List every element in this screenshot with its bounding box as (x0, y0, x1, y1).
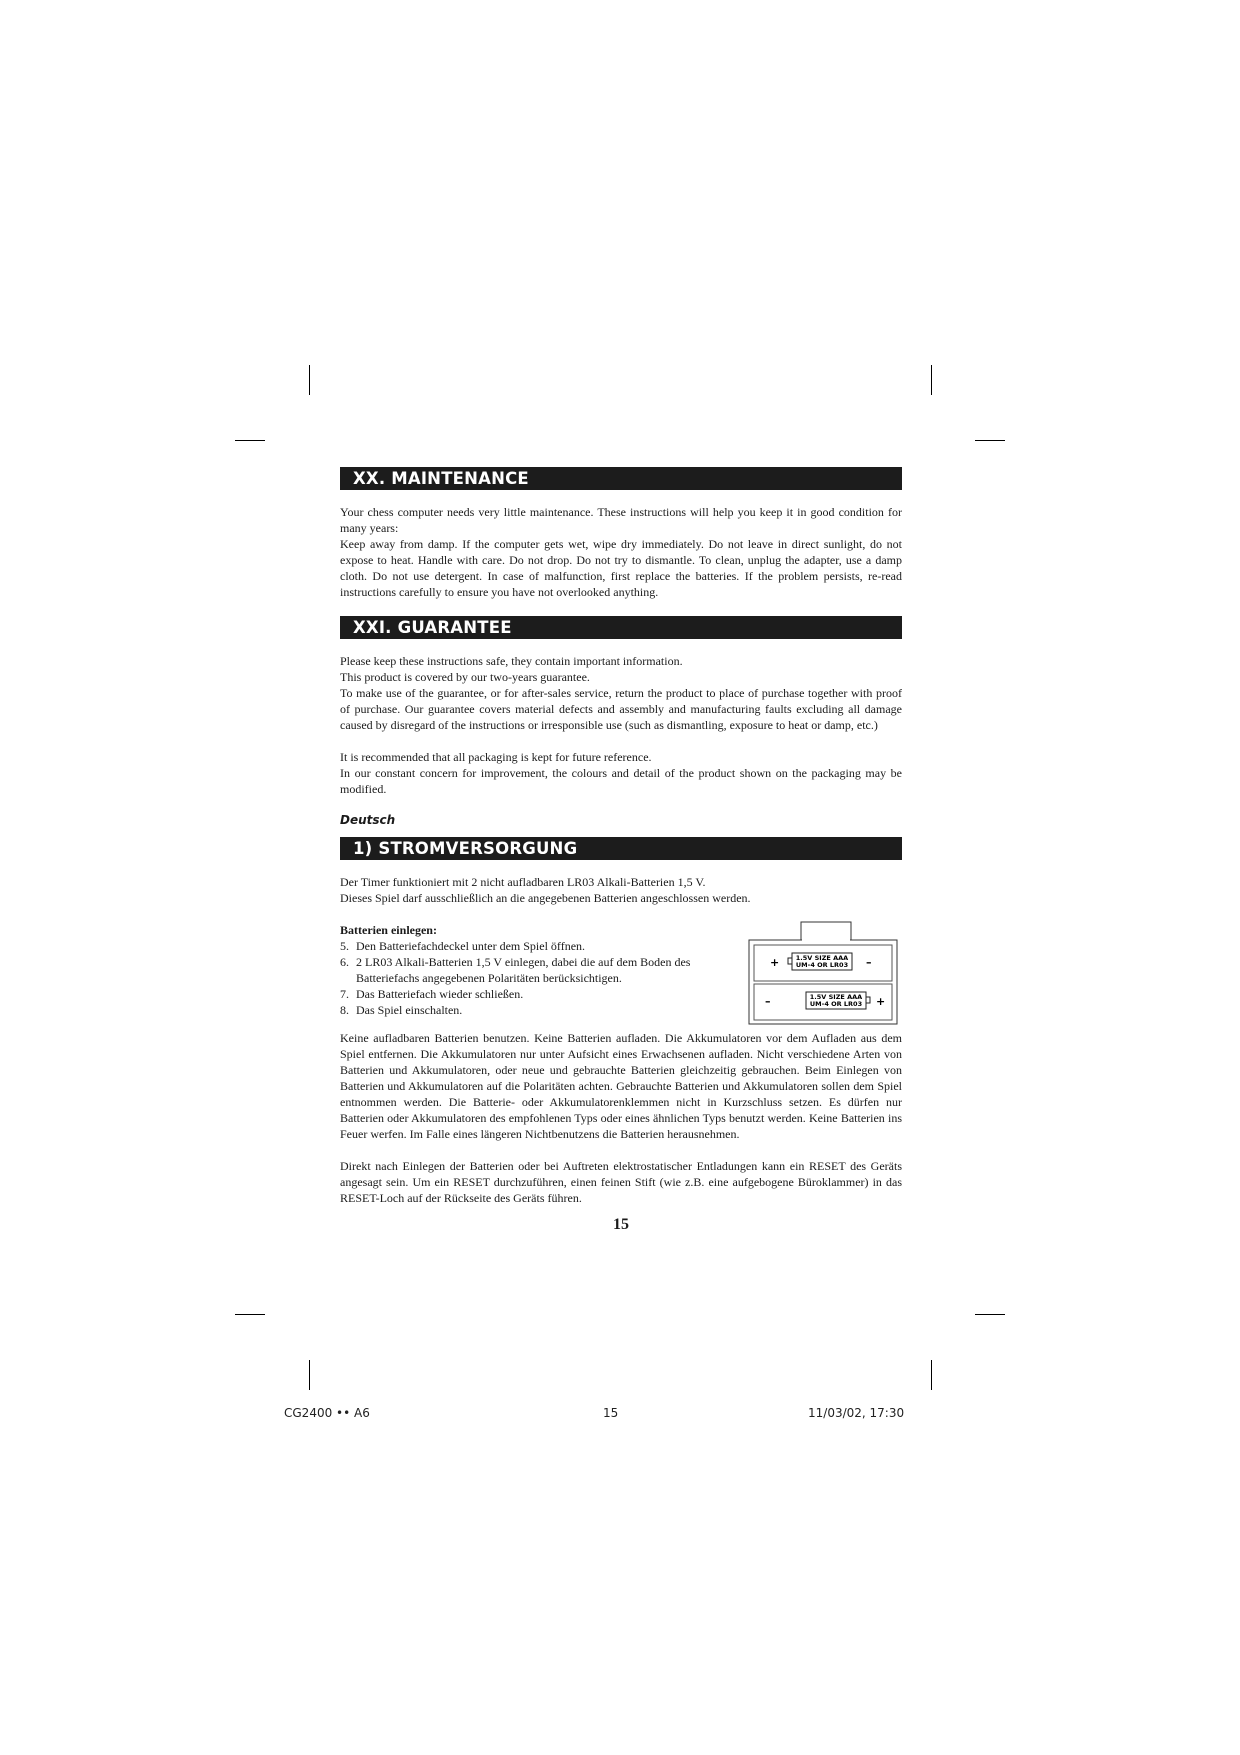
maintenance-heading: XX. MAINTENANCE (340, 467, 902, 490)
crop-mark (931, 1360, 932, 1390)
list-item (340, 1002, 715, 1018)
power-line: Dieses Spiel darf ausschließlich an die angegebenen Batterien angeschlossen werden. (340, 891, 751, 905)
battery-label: 1.5V SIZE AAA (809, 993, 863, 1001)
step-text: Das Batteriefach wieder schließen. (356, 987, 524, 1001)
reset-instructions: Direkt nach Einlegen der Batterien oder bei Auftreten elektrostatischer Entladungen kann ein RESET des Geräts angesagt sein. Um ein RESET durchzuführen, einen feinen Stift (wie z.B. eine aufgebogene Büroklammer) in das RESET-Loch auf der Rückseite des Geräts führen. (340, 1159, 902, 1205)
power-intro (340, 874, 902, 906)
battery-compartment-diagram (748, 921, 900, 1026)
guarantee-text-2 (340, 749, 902, 797)
minus-sign: – (866, 956, 872, 969)
step-text: Den Batteriefachdeckel unter dem Spiel öffnen. (356, 939, 586, 953)
battery-warning: Keine aufladbaren Batterien benutzen. Keine Batterien aufladen. Die Akkumulatoren vor dem Aufladen aus dem Spiel entfernen. Die Akkumulatoren nur unter Aufsicht eines Erwachsenen aufladen. Nicht verschiedene Arten von Batterien und Akkumulatoren, oder neue und gebrauchte Batterien gleichzeitig gebrauchen. Beim Einlegen von Batterien und Akkumulatoren auf die Polaritäten achten. Gebrauchte Batterien und Akkumulatoren sollen dem Spiel entnommen werden. Die Batterie- oder Akkumulatorenklemmen nicht in Kurzschluss setzen. Es dürfen nur Batterien oder Akkumulatoren des empfohlenen Typs oder eines ähnlichen Typs benutzt werden. Keine Batterien ins Feuer werfen. Im Falle eines längeren Nichtbenutzens die Batterien herausnehmen. (340, 1031, 902, 1141)
crop-mark (975, 1314, 1005, 1315)
plus-sign: + (770, 956, 780, 969)
minus-sign: – (765, 995, 771, 1008)
step-number: 6. (340, 955, 349, 969)
guarantee-line: Please keep these instructions safe, they contain important information. (340, 654, 683, 668)
step-text: Das Spiel einschalten. (356, 1003, 463, 1017)
maintenance-line: Your chess computer needs very little maintenance. These instructions will help you keep it in good condition for many years: (340, 505, 902, 535)
crop-mark (235, 1314, 265, 1315)
battery-install-steps (340, 938, 715, 1018)
maintenance-line: Keep away from damp. If the computer gets wet, wipe dry immediately. Do not leave in direct sunlight, do not expose to heat. Handle with care. Do not drop. Do not try to dismantle. To clean, unplug the adapter, use a damp cloth. Do not use detergent. In case of malfunction, first replace the batteries. If the problem persists, re-read instructions carefully to ensure you have not overlooked anything. (340, 537, 902, 599)
battery-label: UM-4 OR LR03 (809, 1000, 863, 1008)
guarantee-heading: XXI. GUARANTEE (340, 616, 902, 639)
page-content (340, 467, 902, 1234)
list-item (340, 938, 715, 954)
language-label: Deutsch (340, 813, 396, 827)
battery-label: 1.5V SIZE AAA (795, 954, 849, 962)
step-number: 5. (340, 939, 349, 953)
guarantee-line: This product is covered by our two-years guarantee. (340, 670, 590, 684)
list-item (340, 954, 715, 986)
battery-install-section (340, 922, 902, 1018)
step-number: 8. (340, 1003, 349, 1017)
page-number: 15 (613, 1216, 629, 1233)
crop-mark (309, 365, 310, 395)
battery-label: UM-4 OR LR03 (795, 961, 849, 969)
plus-sign: + (876, 995, 886, 1008)
guarantee-line: In our constant concern for improvement, the colours and detail of the product shown on the packaging may be modified. (340, 766, 902, 796)
power-heading: 1) STROMVERSORGUNG (340, 837, 902, 860)
footer-right: 11/03/02, 17:30 (808, 1406, 905, 1420)
guarantee-line: It is recommended that all packaging is kept for future reference. (340, 750, 652, 764)
footer-center: 15 (603, 1406, 619, 1420)
power-line: Der Timer funktioniert mit 2 nicht aufladbaren LR03 Alkali-Batterien 1,5 V. (340, 875, 706, 889)
maintenance-text (340, 504, 902, 600)
step-text: 2 LR03 Alkali-Batterien 1,5 V einlegen, dabei die auf dem Boden des Batteriefachs angegebenen Polaritäten berücksichtigen. (356, 955, 691, 985)
guarantee-text (340, 653, 902, 733)
list-item (340, 986, 715, 1002)
step-number: 7. (340, 987, 349, 1001)
guarantee-line: To make use of the guarantee, or for after-sales service, return the product to place of purchase together with proof of purchase. Our guarantee covers material defects and assembly and manufacturing faults excluding all damage caused by disregard of the instructions or irresponsible use (such as dismantling, exposure to heat or damp, etc.) (340, 686, 902, 732)
battery-install-title: Batterien einlegen: (340, 923, 437, 937)
crop-mark (235, 440, 265, 441)
footer-left: CG2400 •• A6 (284, 1406, 370, 1420)
crop-mark (309, 1360, 310, 1390)
crop-mark (931, 365, 932, 395)
crop-mark (975, 440, 1005, 441)
